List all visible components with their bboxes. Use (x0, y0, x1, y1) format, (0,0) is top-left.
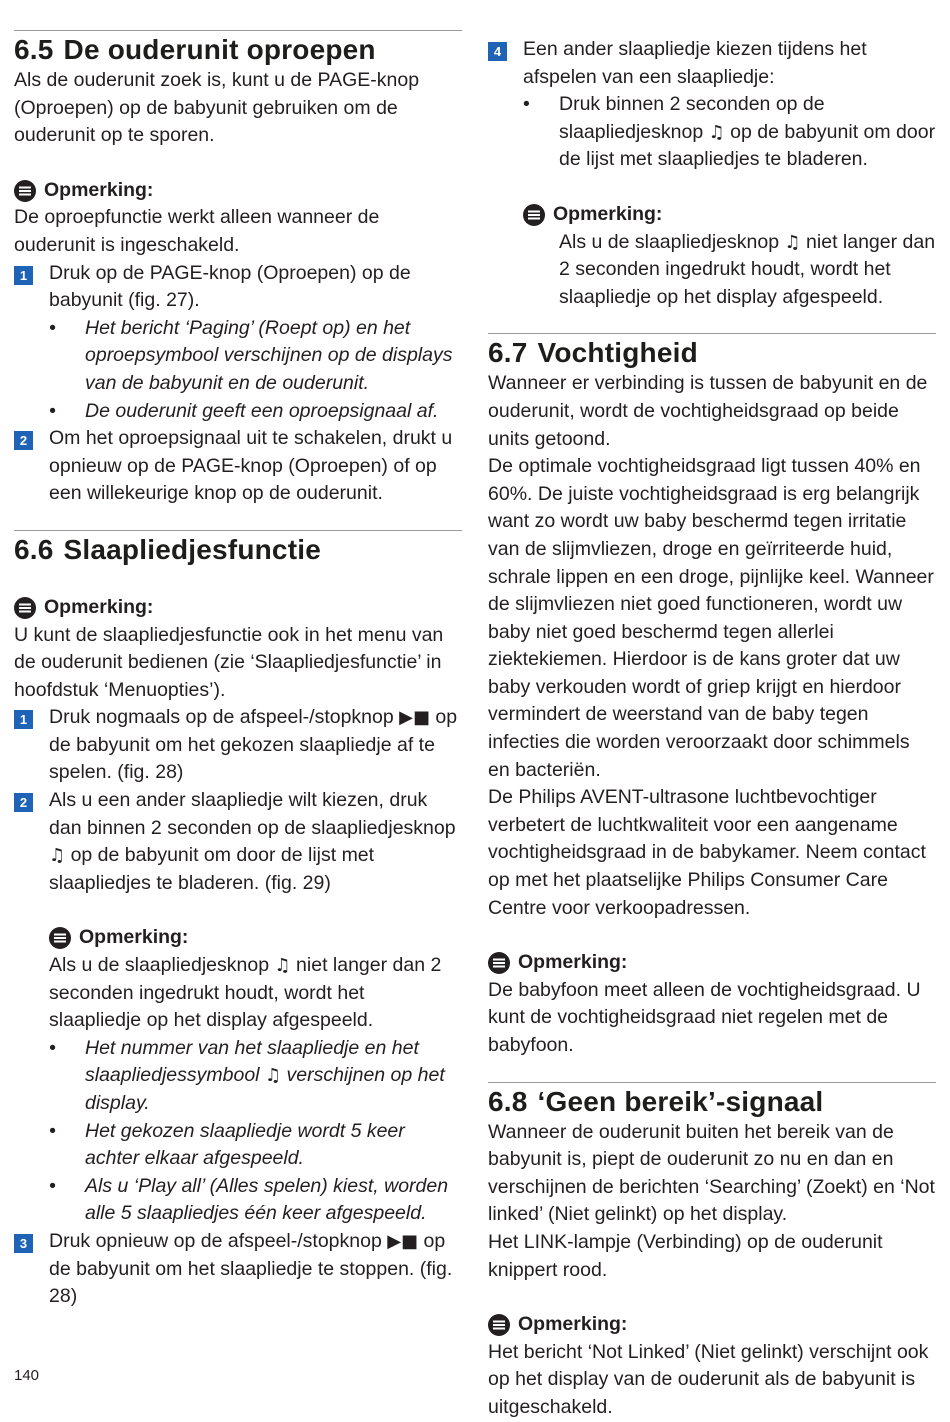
note-text: De babyfoon meet alleen de vochtigheidsgraad. U kunt de vochtigheidsgraad niet regelen met de babyfoon. (488, 978, 921, 1056)
note-text: Het bericht ‘Not Linked’ (Niet gelinkt) verschijnt ook op het display van de ouderunit als de babyunit is uitgeschakeld. (488, 1340, 929, 1418)
step-number-badge: 2 (14, 793, 33, 812)
page-number: 140 (14, 1367, 40, 1384)
paragraph: Wanneer de ouderunit buiten het bereik van de babyunit is, piept de ouderunit zo nu en dan en verschijnen de berichten ‘Searching’ (Zoekt) en ‘Not linked’ (Niet gelinkt) op het display. (488, 1120, 935, 1226)
step-item: 2 Als u een ander slaapliedje wilt kiezen, druk dan binnen 2 seconden op de slaapliedjesknop ♫ op de babyunit om door de lijst met slaapliedjes te bladeren. (fig. 29) (14, 787, 462, 897)
lullaby-icon: ♫ (784, 231, 801, 253)
section-heading-6-8: 6.8 ‘Geen bereik’-signaal (488, 1085, 824, 1117)
step-item: 4 Een ander slaapliedje kiezen tijdens het afspelen van een slaapliedje: (488, 36, 936, 91)
note-icon (14, 597, 36, 619)
section-divider (488, 333, 936, 334)
note-heading: Opmerking: (14, 594, 462, 622)
note-icon (14, 180, 36, 202)
note-text: Als u de slaapliedjesknop ♫ niet langer dan 2 seconden ingedrukt houdt, wordt het slaapliedje op het display afgespeeld. (49, 954, 442, 1032)
play-stop-icon: ▶■ (399, 707, 430, 729)
note-text: U kunt de slaapliedjesfunctie ook in het menu van de ouderunit bedienen (zie ‘Slaapliedjesfunctie’ in hoofdstuk ‘Menuopties’). (14, 623, 444, 701)
section-divider (488, 1082, 936, 1083)
section-heading-6-7: 6.7 Vochtigheid (488, 337, 698, 369)
step-number-badge: 4 (488, 42, 507, 61)
paragraph: De Philips AVENT-ultrasone luchtbevochtiger verbetert de luchtkwaliteit voor een aangename vochtigheidsgraad in de babykamer. Neem contact op met het plaatselijke Philips Consumer Care Centre voor verkoopadressen. (488, 786, 926, 919)
note-heading: Opmerking: (523, 201, 936, 229)
step-item: 3 Druk opnieuw op de afspeel-/stopknop ▶■ op de babyunit om het slaapliedje te stoppen. (fig. 28) (14, 1228, 462, 1311)
lullaby-icon: ♫ (274, 955, 291, 977)
step-number-badge: 1 (14, 710, 33, 729)
bullet-item: • Het gekozen slaapliedje wordt 5 keer achter elkaar afgespeeld. (49, 1119, 405, 1170)
section-heading-6-6: 6.6 Slaapliedjesfunctie (14, 533, 321, 565)
left-column (14, 30, 462, 1311)
note-heading: Opmerking: (488, 1311, 936, 1339)
paragraph: Het LINK-lampje (Verbinding) op de ouderunit knippert rood. (488, 1230, 883, 1281)
step-number-badge: 1 (14, 266, 33, 285)
step-item: 1 Druk nogmaals op de afspeel-/stopknop ▶■ op de babyunit om het gekozen slaapliedje af te spelen. (fig. 28) (14, 704, 462, 787)
lullaby-icon: ♫ (49, 845, 66, 867)
note-text: Als u de slaapliedjesknop ♫ niet langer dan 2 seconden ingedrukt houdt, wordt het slaapliedje op het display afgespeeld. (559, 230, 936, 308)
section-divider (14, 530, 462, 531)
section-divider (14, 30, 462, 31)
note-heading: Opmerking: (488, 949, 936, 977)
note-heading: Opmerking: (49, 924, 462, 952)
lullaby-icon: ♫ (708, 121, 725, 143)
note-text: De oproepfunctie werkt alleen wanneer de ouderunit is ingeschakeld. (14, 206, 380, 256)
section-heading-6-5: 6.5 De ouderunit oproepen (14, 34, 376, 65)
right-column (488, 36, 936, 1422)
bullet-item: • Als u ‘Play all’ (Alles spelen) kiest, worden alle 5 slaapliedjes één keer afgespeeld. (49, 1174, 449, 1225)
bullet-item: • Druk binnen 2 seconden op de slaapliedjesknop ♫ op de babyunit om door de lijst met slaapliedjes te bladeren. (523, 93, 936, 171)
note-icon (488, 1314, 510, 1336)
note-icon (488, 952, 510, 974)
bullet-item: • Het nummer van het slaapliedje en het slaapliedjessymbool ♫ verschijnen op het display. (49, 1036, 445, 1114)
note-icon (49, 927, 71, 949)
step-item: 2 Om het oproepsignaal uit te schakelen, drukt u opnieuw op de PAGE-knop (Oproepen) of op een willekeurige knop op de ouderunit. (14, 425, 462, 508)
note-icon (523, 204, 545, 226)
bullet-item: • De ouderunit geeft een oproepsignaal af. (49, 399, 439, 422)
note-heading: Opmerking: (14, 177, 462, 205)
bullet-item: • Het bericht ‘Paging’ (Roept op) en het oproepsymbool verschijnen op de displays van de babyunit en de ouderunit. (49, 316, 453, 394)
step-number-badge: 3 (14, 1234, 33, 1253)
paragraph: Wanneer er verbinding is tussen de babyunit en de ouderunit, wordt de vochtigheidsgraad op beide units getoond. (488, 372, 928, 450)
lullaby-icon: ♫ (264, 1065, 282, 1087)
paragraph: De optimale vochtigheidsgraad ligt tussen 40% en 60%. De juiste vochtigheidsgraad is erg belangrijk want zo wordt uw baby beschermd tegen irritatie van de slijmvliezen, droge en geïrriteerde huid, schrale lippen en een droge, pijnlijke keel. Wanneer de slijmvliezen niet goed functioneren, wordt uw baby niet goed beschermd tegen allerlei ziektekiemen. Hierdoor is de kans groter dat uw baby verkouden wordt of griep krijgt en hierdoor vermindert de weerstand van de baby tegen infecties die worden veroorzaakt door schimmels en bacteriën. (488, 455, 934, 781)
play-stop-icon: ▶■ (387, 1230, 419, 1252)
section-6-5-intro: Als de ouderunit zoek is, kunt u de PAGE-knop (Oproepen) op de babyunit gebruiken om de ouderunit op te sporen. (14, 69, 420, 147)
step-item: 1 Druk op de PAGE-knop (Oproepen) op de babyunit (fig. 27). (14, 260, 462, 315)
step-number-badge: 2 (14, 431, 33, 450)
